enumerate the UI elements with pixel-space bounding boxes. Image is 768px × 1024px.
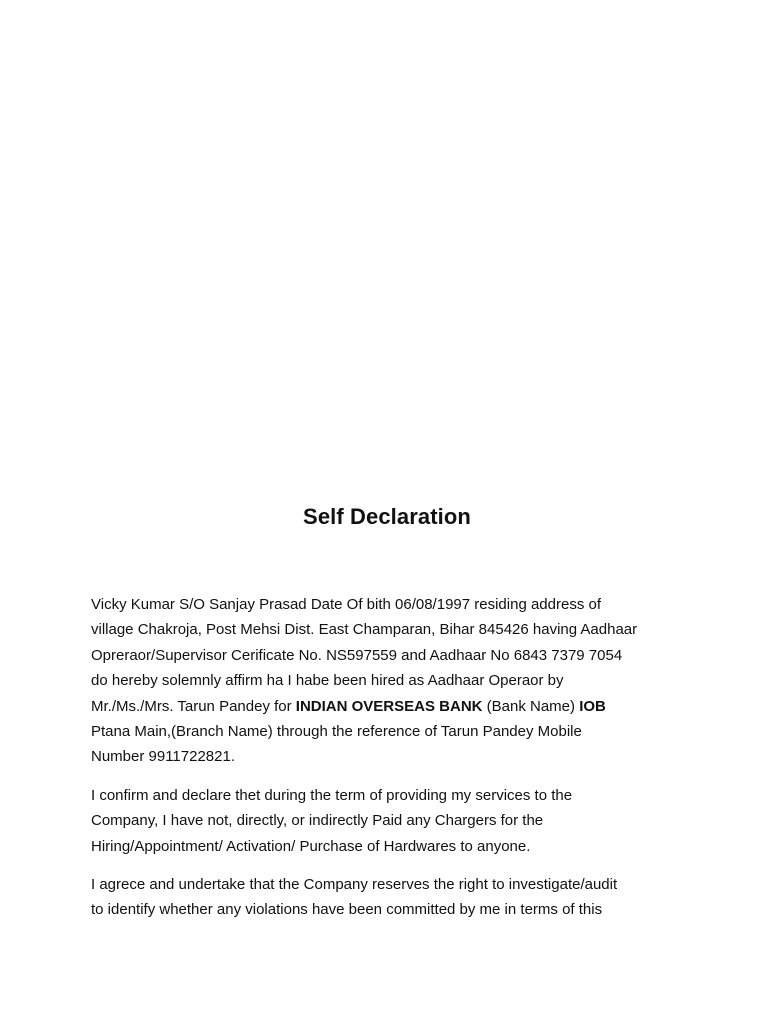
line-text: Mr./Ms./Mrs. Tarun Pandey for xyxy=(91,697,296,715)
paragraph-line: to identify whether any violations have been committed by me in terms of this xyxy=(91,901,603,919)
declaration-paragraph xyxy=(91,592,691,770)
paragraph-line xyxy=(91,694,691,719)
paragraph-line: Ptana Main,(Branch Name) through the reference of Tarun Pandey Mobile xyxy=(91,723,582,741)
paragraph-line: Company, I have not, directly, or indirectly Paid any Chargers for the xyxy=(91,812,544,830)
paragraph-line: Vicky Kumar S/O Sanjay Prasad Date Of bith 06/08/1997 residing address of xyxy=(91,596,601,613)
undertaking-paragraph xyxy=(91,872,691,923)
bank-name: INDIAN OVERSEAS BANK xyxy=(295,697,483,715)
paragraph-line: I agrece and undertake that the Company reserves the right to investigate/audit xyxy=(91,876,618,893)
paragraph-line: Hiring/Appointment/ Activation/ Purchase of Hardwares to anyone. xyxy=(91,837,531,855)
paragraph-line: Oprerаor/Supervisor Cerificate No. NS597559 and Aadhaar No 6843 7379 7054 xyxy=(91,646,623,664)
line-text: (Bank Name) xyxy=(482,697,580,715)
paragraph-line: village Chakroja, Post Mehsi Dist. East Champaran, Bihar 845426 having Aadhaar xyxy=(91,621,638,639)
paragraph-line: I confirm and declare thet during the term of providing my services to the xyxy=(91,787,573,804)
branch-code: IOB xyxy=(579,697,606,715)
confirmation-paragraph xyxy=(91,783,691,859)
document-title: Self Declaration xyxy=(303,504,471,529)
paragraph-line: Number 9911722821. xyxy=(91,748,235,766)
paragraph-line: do hereby solemnly affirm ha I habe been hired as Aadhaar Operaor by xyxy=(91,672,564,690)
